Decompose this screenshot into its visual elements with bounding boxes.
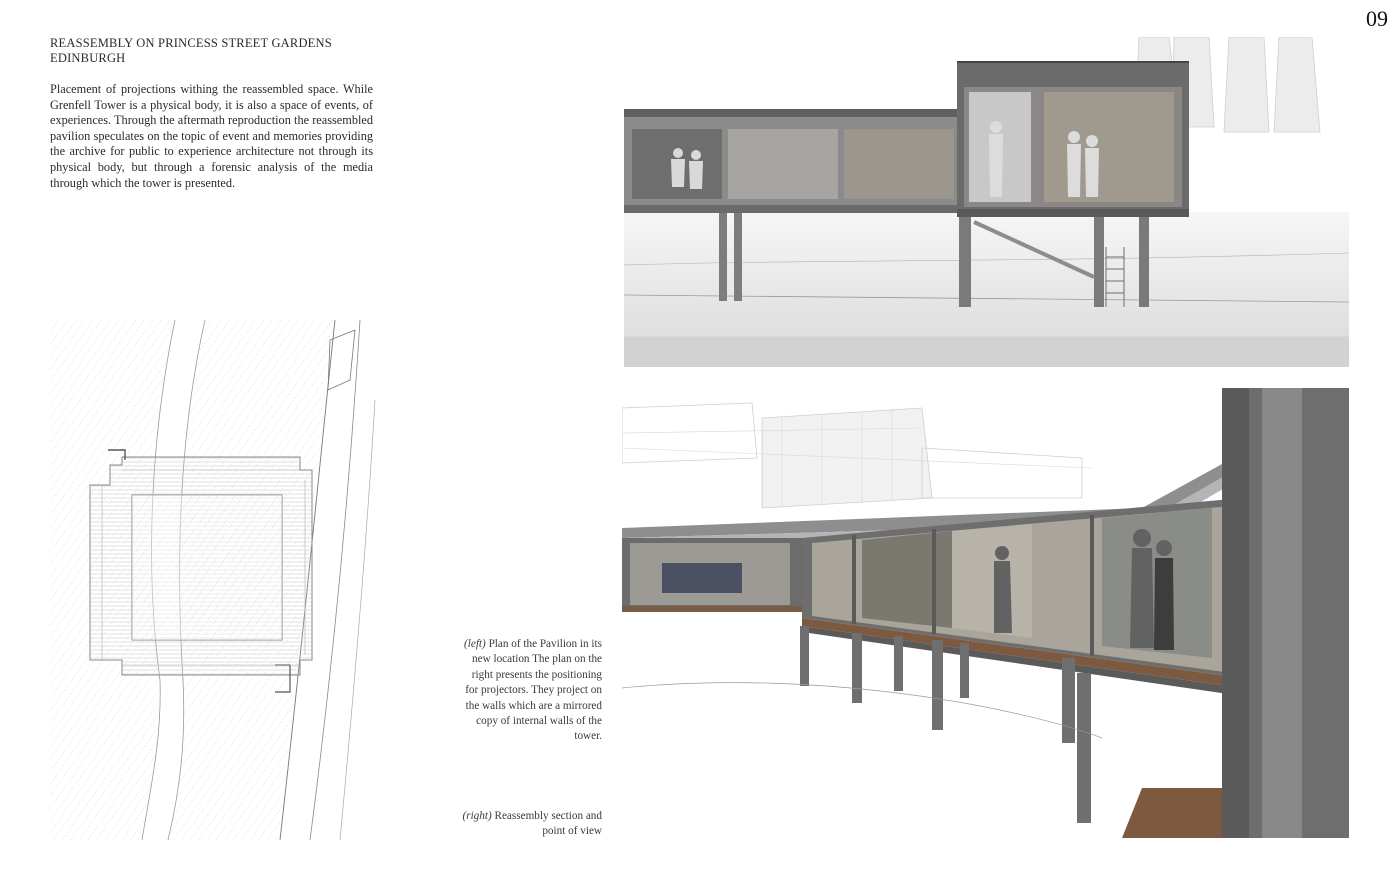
- page-title: [50, 36, 380, 66]
- pavilion-plan-drawing: [50, 320, 380, 840]
- caption-right-tag: (right): [462, 810, 492, 822]
- title-line-1: REASSEMBLY ON PRINCESS STREET GARDENS: [50, 36, 332, 50]
- page-number: 09: [1366, 6, 1388, 31]
- caption-right: [462, 809, 602, 840]
- caption-left-text: Plan of the Pavilion in its new location The plan on the right presents the positioning for projectors. They project on the walls which are a mirrored copy of internal walls of the tower.: [465, 638, 602, 743]
- reassembly-section-render: [624, 37, 1349, 367]
- reassembly-point-of-view-render: [622, 388, 1349, 838]
- title-line-2: EDINBURGH: [50, 51, 126, 65]
- caption-right-text: Reassembly section and point of view: [494, 810, 602, 838]
- caption-left-tag: (left): [464, 638, 486, 650]
- caption-left: [462, 637, 602, 745]
- intro-paragraph: Placement of projections withing the reassembled space. While Grenfell Tower is a physical body, it is also a space of events, of experiences. Through the aftermath reproduction the reassembled pavilion speculates on the topic of event and memories providing the archive for public to experience architecture not through its physical body, but through a forensic analysis of the media through which the tower is presented.: [50, 82, 373, 190]
